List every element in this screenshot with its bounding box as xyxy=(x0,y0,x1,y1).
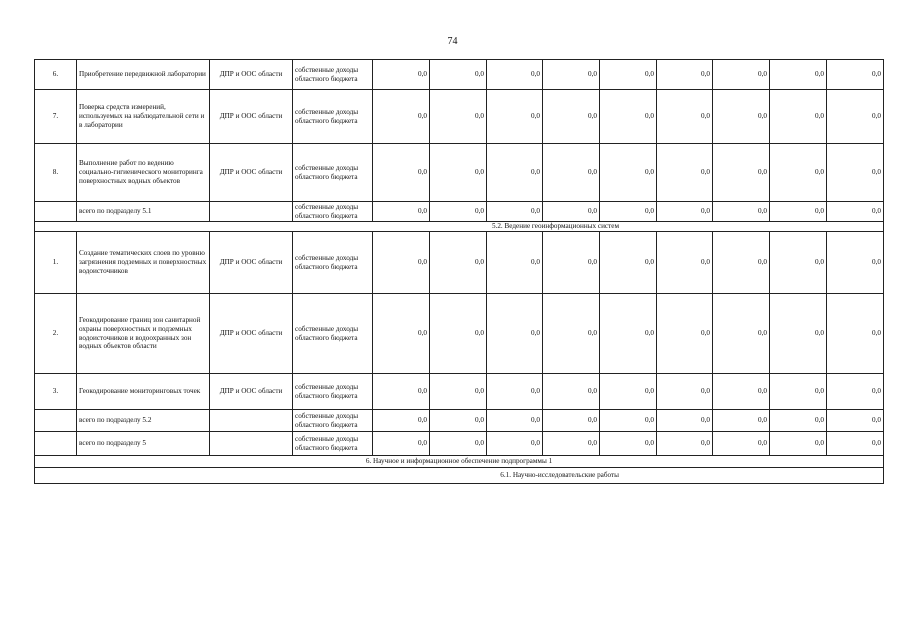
value-cell: 0,0 xyxy=(713,374,770,410)
value-cell: 0,0 xyxy=(770,294,827,374)
section-title-text: 6. Научное и информационное обеспечение подпрограммы 1 xyxy=(365,457,553,466)
value-cell: 0,0 xyxy=(543,202,600,222)
value-cell: 0,0 xyxy=(713,432,770,456)
funding-source: собственные доходы областного бюджета xyxy=(293,232,373,294)
value-cell: 0,0 xyxy=(657,60,713,90)
value-cell: 0,0 xyxy=(487,202,543,222)
value-cell: 0,0 xyxy=(827,294,884,374)
page-number: 74 xyxy=(447,36,458,47)
value-cell: 0,0 xyxy=(600,232,657,294)
executor xyxy=(210,410,293,432)
value-cell: 0,0 xyxy=(373,90,430,144)
table-row xyxy=(35,374,884,410)
value-cell: 0,0 xyxy=(657,432,713,456)
section-header-row xyxy=(35,222,884,232)
section-title xyxy=(35,468,884,484)
funding-source: собственные доходы областного бюджета xyxy=(293,144,373,202)
value-cell: 0,0 xyxy=(430,410,487,432)
value-cell: 0,0 xyxy=(543,144,600,202)
row-number xyxy=(35,432,77,456)
value-cell: 0,0 xyxy=(543,374,600,410)
value-cell: 0,0 xyxy=(770,432,827,456)
row-number: 3. xyxy=(35,374,77,410)
value-cell: 0,0 xyxy=(373,294,430,374)
value-cell: 0,0 xyxy=(487,144,543,202)
value-cell: 0,0 xyxy=(430,202,487,222)
section-title-text: 6.1. Научно-исследовательские работы xyxy=(500,471,619,480)
value-cell: 0,0 xyxy=(600,60,657,90)
measure-name: Геокодирование мониторинговых точек xyxy=(77,374,210,410)
value-cell: 0,0 xyxy=(373,232,430,294)
value-cell: 0,0 xyxy=(770,60,827,90)
measure-name: всего по подразделу 5 xyxy=(77,432,210,456)
funding-source: собственные доходы областного бюджета xyxy=(293,90,373,144)
value-cell: 0,0 xyxy=(430,374,487,410)
value-cell: 0,0 xyxy=(827,60,884,90)
value-cell: 0,0 xyxy=(770,90,827,144)
funding-source: собственные доходы областного бюджета xyxy=(293,432,373,456)
funding-source: собственные доходы областного бюджета xyxy=(293,294,373,374)
measure-name: Выполнение работ по ведению социально-гигиенического мониторинга поверхностных водных объектов xyxy=(77,144,210,202)
measure-name: Создание тематических слоев по уровню загрязнения подземных и поверхностных водоисточников xyxy=(77,232,210,294)
value-cell: 0,0 xyxy=(487,374,543,410)
value-cell: 0,0 xyxy=(487,432,543,456)
value-cell: 0,0 xyxy=(827,90,884,144)
value-cell: 0,0 xyxy=(543,90,600,144)
value-cell: 0,0 xyxy=(827,144,884,202)
value-cell: 0,0 xyxy=(657,202,713,222)
value-cell: 0,0 xyxy=(487,232,543,294)
row-number: 1. xyxy=(35,232,77,294)
value-cell: 0,0 xyxy=(487,60,543,90)
value-cell: 0,0 xyxy=(657,294,713,374)
measure-name: Приобретение передвижной лаборатории xyxy=(77,60,210,90)
value-cell: 0,0 xyxy=(713,90,770,144)
value-cell: 0,0 xyxy=(543,232,600,294)
table-body xyxy=(35,60,884,484)
value-cell: 0,0 xyxy=(373,432,430,456)
total-row xyxy=(35,202,884,222)
funding-source: собственные доходы областного бюджета xyxy=(293,202,373,222)
value-cell: 0,0 xyxy=(827,202,884,222)
measure-name: всего по подразделу 5.1 xyxy=(77,202,210,222)
value-cell: 0,0 xyxy=(770,144,827,202)
measure-name: Геокодирование границ зон санитарной охраны поверхностных и подземных водоисточников и водоохранных зон водных объектов области xyxy=(77,294,210,374)
value-cell: 0,0 xyxy=(543,60,600,90)
total-row xyxy=(35,410,884,432)
table-row xyxy=(35,232,884,294)
value-cell: 0,0 xyxy=(600,432,657,456)
table-row xyxy=(35,294,884,374)
row-number: 6. xyxy=(35,60,77,90)
section-title xyxy=(35,456,884,468)
funding-source: собственные доходы областного бюджета xyxy=(293,374,373,410)
value-cell: 0,0 xyxy=(713,410,770,432)
value-cell: 0,0 xyxy=(713,232,770,294)
value-cell: 0,0 xyxy=(373,374,430,410)
value-cell: 0,0 xyxy=(430,90,487,144)
value-cell: 0,0 xyxy=(600,90,657,144)
value-cell: 0,0 xyxy=(487,90,543,144)
value-cell: 0,0 xyxy=(657,374,713,410)
executor xyxy=(210,432,293,456)
row-number: 2. xyxy=(35,294,77,374)
table-row xyxy=(35,90,884,144)
executor: ДПР и ООС области xyxy=(210,374,293,410)
value-cell: 0,0 xyxy=(770,232,827,294)
executor: ДПР и ООС области xyxy=(210,90,293,144)
value-cell: 0,0 xyxy=(600,202,657,222)
executor: ДПР и ООС области xyxy=(210,294,293,374)
value-cell: 0,0 xyxy=(430,60,487,90)
value-cell: 0,0 xyxy=(430,294,487,374)
value-cell: 0,0 xyxy=(373,410,430,432)
value-cell: 0,0 xyxy=(487,294,543,374)
value-cell: 0,0 xyxy=(600,374,657,410)
value-cell: 0,0 xyxy=(600,410,657,432)
table-row xyxy=(35,60,884,90)
row-number: 7. xyxy=(35,90,77,144)
funding-source: собственные доходы областного бюджета xyxy=(293,410,373,432)
value-cell: 0,0 xyxy=(770,410,827,432)
value-cell: 0,0 xyxy=(713,202,770,222)
row-number xyxy=(35,202,77,222)
value-cell: 0,0 xyxy=(487,410,543,432)
executor xyxy=(210,202,293,222)
section-title xyxy=(35,222,884,232)
value-cell: 0,0 xyxy=(827,374,884,410)
value-cell: 0,0 xyxy=(543,294,600,374)
row-number xyxy=(35,410,77,432)
value-cell: 0,0 xyxy=(600,144,657,202)
value-cell: 0,0 xyxy=(430,144,487,202)
funding-source: собственные доходы областного бюджета xyxy=(293,60,373,90)
measure-name: всего по подразделу 5.2 xyxy=(77,410,210,432)
value-cell: 0,0 xyxy=(713,294,770,374)
value-cell: 0,0 xyxy=(430,432,487,456)
value-cell: 0,0 xyxy=(430,232,487,294)
value-cell: 0,0 xyxy=(657,410,713,432)
executor: ДПР и ООС области xyxy=(210,232,293,294)
section-header-row xyxy=(35,456,884,468)
value-cell: 0,0 xyxy=(543,432,600,456)
section-title-text: 5.2. Ведение геоинформационных систем xyxy=(491,222,619,231)
value-cell: 0,0 xyxy=(827,432,884,456)
value-cell: 0,0 xyxy=(827,232,884,294)
value-cell: 0,0 xyxy=(373,202,430,222)
value-cell: 0,0 xyxy=(373,144,430,202)
value-cell: 0,0 xyxy=(770,202,827,222)
budget-table xyxy=(34,59,884,484)
value-cell: 0,0 xyxy=(657,90,713,144)
section-header-row xyxy=(35,468,884,484)
executor: ДПР и ООС области xyxy=(210,60,293,90)
table-row xyxy=(35,144,884,202)
value-cell: 0,0 xyxy=(657,144,713,202)
value-cell: 0,0 xyxy=(600,294,657,374)
executor: ДПР и ООС области xyxy=(210,144,293,202)
value-cell: 0,0 xyxy=(657,232,713,294)
row-number: 8. xyxy=(35,144,77,202)
value-cell: 0,0 xyxy=(713,144,770,202)
value-cell: 0,0 xyxy=(827,410,884,432)
value-cell: 0,0 xyxy=(543,410,600,432)
value-cell: 0,0 xyxy=(713,60,770,90)
value-cell: 0,0 xyxy=(373,60,430,90)
measure-name: Поверка средств измерений, используемых на наблюдательной сети и в лаборатории xyxy=(77,90,210,144)
total-row xyxy=(35,432,884,456)
value-cell: 0,0 xyxy=(770,374,827,410)
